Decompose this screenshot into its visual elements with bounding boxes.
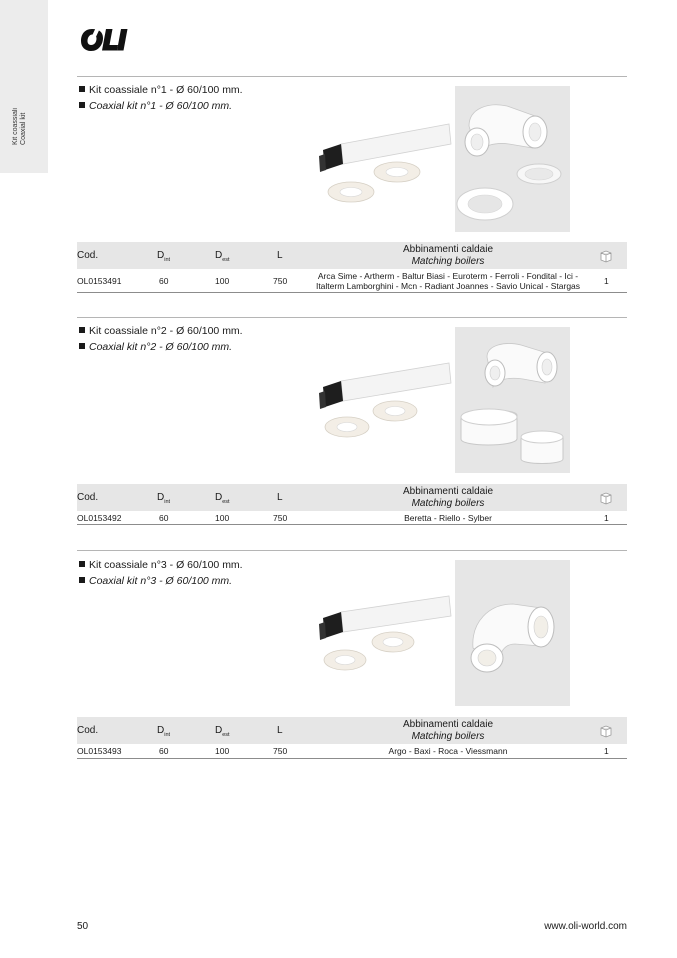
header-matching-it: Abbinamenti caldaie	[402, 486, 494, 497]
table-header	[77, 484, 627, 511]
kit-title-en	[79, 340, 232, 354]
kit-title-it	[79, 83, 243, 97]
cell-dest: 100	[215, 276, 230, 286]
cell-qty: 1	[604, 746, 609, 756]
header-cod: Cod.	[77, 250, 99, 261]
header-dint	[157, 725, 170, 741]
header-dest	[215, 492, 230, 508]
cell-cod: OL0153493	[77, 746, 122, 756]
header-matching-en: Matching boilers	[411, 731, 485, 742]
section-divider	[77, 317, 627, 318]
kit-title-en	[79, 574, 232, 588]
cell-dest: 100	[215, 513, 230, 523]
oli-logo	[80, 26, 138, 52]
header-cod: Cod.	[77, 725, 99, 736]
header-matching-en: Matching boilers	[411, 498, 485, 509]
elbow-photo	[455, 560, 570, 706]
kit-section-1	[77, 76, 627, 296]
side-tab-label-it: Kit coassiali	[12, 108, 19, 145]
header-dest-main: D	[215, 725, 223, 736]
bullet-square-icon	[79, 102, 85, 108]
table-header	[77, 717, 627, 744]
coaxial-pipe-image	[317, 594, 457, 684]
elbow-photo	[455, 327, 570, 473]
kit-title-it-text: Kit coassiale n°1 - Ø 60/100 mm.	[89, 84, 243, 96]
side-tab-label	[12, 108, 42, 145]
bullet-square-icon	[79, 327, 85, 333]
header-length: L	[277, 250, 283, 261]
header-matching-en: Matching boilers	[411, 256, 485, 267]
kit-section-3	[77, 550, 627, 762]
side-tab-label-en: Coaxial kit	[20, 112, 27, 145]
table-row	[77, 511, 627, 525]
cell-matching: Argo - Baxi - Roca - Viessmann	[388, 746, 508, 756]
package-box-icon	[599, 724, 613, 738]
header-matching	[353, 486, 543, 510]
table-row	[77, 744, 627, 759]
bullet-square-icon	[79, 561, 85, 567]
kit-title-it	[79, 558, 243, 572]
cell-length: 750	[273, 513, 288, 523]
kit-title-en-text: Coaxial kit n°1 - Ø 60/100 mm.	[89, 100, 233, 112]
section-divider	[77, 550, 627, 551]
header-length: L	[277, 725, 283, 736]
kit-title-it	[79, 324, 243, 338]
header-dint-sub: int	[164, 732, 171, 738]
header-dest-main: D	[215, 250, 223, 261]
header-length: L	[277, 492, 283, 503]
header-dint-main: D	[157, 725, 165, 736]
header-dint	[157, 492, 170, 508]
page-number: 50	[77, 921, 89, 932]
cell-matching: Beretta - Riello - Sylber	[404, 513, 492, 523]
cell-length: 750	[273, 276, 288, 286]
header-dest-sub: est	[222, 732, 230, 738]
cell-length: 750	[273, 746, 288, 756]
table-header	[77, 242, 627, 269]
header-dest-sub: est	[222, 499, 230, 505]
header-matching	[353, 719, 543, 743]
bullet-square-icon	[79, 577, 85, 583]
cell-dint: 60	[159, 746, 169, 756]
bullet-square-icon	[79, 343, 85, 349]
header-dint-sub: int	[164, 257, 171, 263]
elbow-photo	[455, 86, 570, 232]
header-matching-it: Abbinamenti caldaie	[402, 244, 494, 255]
package-box-icon	[599, 491, 613, 505]
table-row	[77, 269, 627, 293]
website-link[interactable]: www.oli-world.com	[544, 921, 627, 932]
header-dint-main: D	[157, 492, 165, 503]
kit-title-en-text: Coaxial kit n°2 - Ø 60/100 mm.	[89, 341, 233, 353]
section-divider	[77, 76, 627, 77]
kit-title-it-text: Kit coassiale n°2 - Ø 60/100 mm.	[89, 325, 243, 337]
header-dest	[215, 725, 230, 741]
header-dest-main: D	[215, 492, 223, 503]
header-dint-main: D	[157, 250, 165, 261]
cell-dint: 60	[159, 513, 169, 523]
coaxial-pipe-image	[317, 120, 457, 216]
cell-dint: 60	[159, 276, 169, 286]
header-cod: Cod.	[77, 492, 99, 503]
header-dint	[157, 250, 170, 266]
kit-title-en	[79, 99, 232, 113]
cell-matching: Arca Sime - Artherm - Baltur Biasi - Euroterm - Ferroli - Fondital - Ici - Italterm Lamborghini - Mcn - Radiant Joannes - Savio Unical - Stargas	[315, 271, 581, 291]
kit-title-it-text: Kit coassiale n°3 - Ø 60/100 mm.	[89, 559, 243, 571]
package-box-icon	[599, 249, 613, 263]
header-matching	[353, 244, 543, 268]
header-dint-sub: int	[164, 499, 171, 505]
kit-section-2	[77, 317, 627, 527]
kit-title-en-text: Coaxial kit n°3 - Ø 60/100 mm.	[89, 575, 233, 587]
header-dest-sub: est	[222, 257, 230, 263]
cell-cod: OL0153492	[77, 513, 122, 523]
side-tab	[0, 0, 48, 173]
cell-qty: 1	[604, 276, 609, 286]
cell-cod: OL0153491	[77, 276, 122, 286]
coaxial-pipe-image	[317, 361, 457, 447]
bullet-square-icon	[79, 86, 85, 92]
header-dest	[215, 250, 230, 266]
header-matching-it: Abbinamenti caldaie	[402, 719, 494, 730]
cell-qty: 1	[604, 513, 609, 523]
cell-dest: 100	[215, 746, 230, 756]
